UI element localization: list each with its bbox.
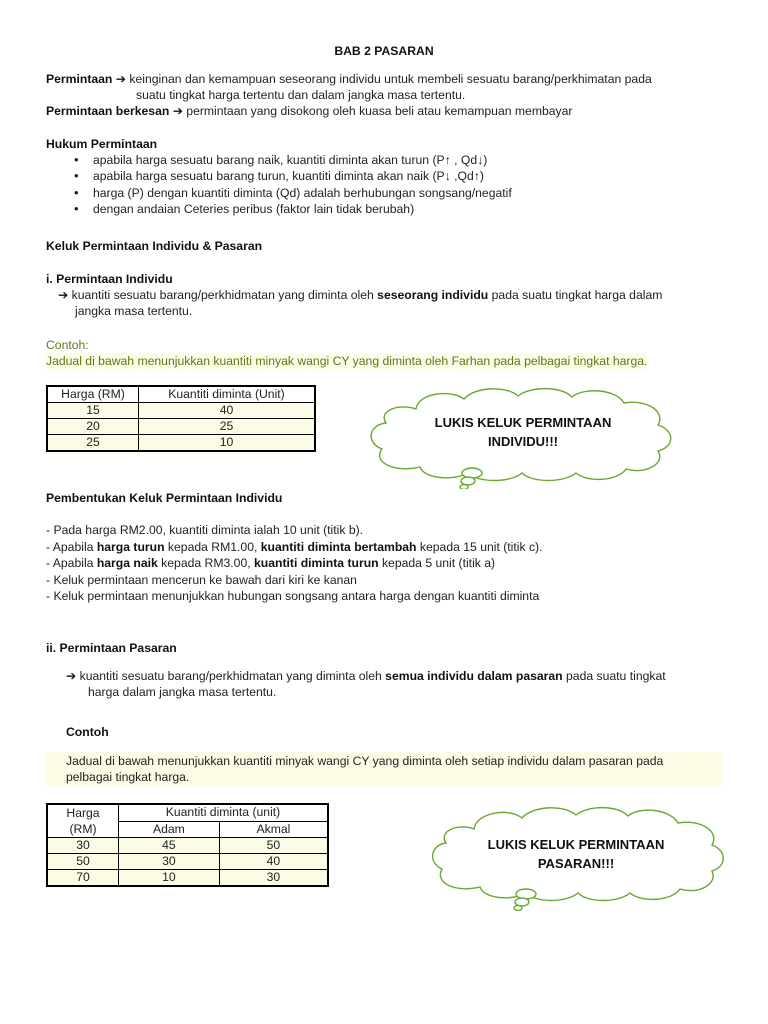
arrow-right-icon: ➔ bbox=[66, 669, 77, 683]
table-row bbox=[47, 854, 328, 870]
table-cell: 45 bbox=[119, 838, 220, 854]
arrow-right-icon: ➔ bbox=[58, 288, 69, 302]
arrow-right-icon: ➔ bbox=[172, 104, 183, 118]
definition-text: pada suatu tingkat harga dalam bbox=[488, 288, 663, 302]
list-item: • dengan andaian Ceteries peribus (faktor lain tidak berubah) bbox=[74, 201, 512, 217]
table-header: Akmal bbox=[219, 821, 328, 838]
table-cell: 20 bbox=[47, 419, 139, 435]
table-cell: 40 bbox=[139, 403, 316, 419]
table-header: Adam bbox=[119, 821, 220, 838]
example-label: Contoh bbox=[66, 725, 109, 739]
table-cell: 50 bbox=[47, 854, 119, 870]
table-cell: 25 bbox=[139, 419, 316, 435]
formation-heading: Pembentukan Keluk Permintaan Individu bbox=[46, 491, 283, 505]
formation-line: - Keluk permintaan menunjukkan hubungan songsang antara harga dengan kuantiti diminta bbox=[46, 589, 540, 603]
law-heading: Hukum Permintaan bbox=[46, 137, 158, 151]
example-text: Jadual di bawah menunjukkan kuantiti minyak wangi CY yang diminta oleh setiap individu dalam pasaran pada bbox=[66, 754, 664, 768]
individual-demand-table bbox=[46, 385, 316, 452]
cloud-text-market: LUKIS KELUK PERMINTAAN PASARAN!!! bbox=[487, 837, 665, 871]
table-header: Harga (RM) bbox=[47, 386, 139, 403]
table-row bbox=[47, 838, 328, 854]
definition-permintaan-berkesan bbox=[46, 103, 572, 119]
market-definition bbox=[66, 668, 666, 684]
formation-line: - Apabila harga turun kepada RM1.00, kuantiti diminta bertambah kepada 15 unit (titik c). bbox=[46, 540, 543, 554]
definition-text: keinginan dan kemampuan seseorang individu untuk membeli sesuatu barang/perkhimatan pada bbox=[126, 72, 652, 86]
formation-line: - Pada harga RM2.00, kuantiti diminta ialah 10 unit (titik b). bbox=[46, 523, 364, 537]
term-permintaan: Permintaan bbox=[46, 72, 113, 86]
table-header: Kuantiti diminta (Unit) bbox=[139, 386, 316, 403]
term-permintaan-berkesan: Permintaan berkesan bbox=[46, 104, 170, 118]
definition-text: permintaan yang disokong oleh kuasa beli atau kemampuan membayar bbox=[182, 104, 573, 118]
table-cell: 30 bbox=[219, 870, 328, 887]
page-title: BAB 2 PASARAN bbox=[334, 44, 434, 58]
formation-line: - Keluk permintaan mencerun ke bawah dari kiri ke kanan bbox=[46, 573, 357, 587]
definition-bold: seseorang individu bbox=[377, 288, 489, 302]
list-item: • apabila harga sesuatu barang naik, kuantiti diminta akan turun (P↑ , Qd↓) bbox=[74, 152, 512, 168]
table-cell: 50 bbox=[219, 838, 328, 854]
individual-definition bbox=[58, 287, 662, 303]
individual-definition-line2: jangka masa tertentu. bbox=[75, 304, 193, 318]
table-row bbox=[47, 870, 328, 887]
table-cell: 40 bbox=[219, 854, 328, 870]
formation-line: - Apabila harga naik kepada RM3.00, kuantiti diminta turun kepada 5 unit (titik a) bbox=[46, 556, 496, 570]
law-list bbox=[74, 152, 512, 217]
market-definition-line2: harga dalam jangka masa tertentu. bbox=[88, 685, 277, 699]
definition-permintaan-line2: suatu tingkat harga tertentu dan dalam jangka masa tertentu. bbox=[136, 88, 466, 102]
table-row bbox=[47, 435, 315, 452]
table-row bbox=[47, 419, 315, 435]
section-heading: Keluk Permintaan Individu & Pasaran bbox=[46, 239, 263, 253]
example-label: Contoh: bbox=[46, 338, 89, 352]
table-cell: 30 bbox=[119, 854, 220, 870]
definition-text: kuantiti sesuatu barang/perkhidmatan yang diminta oleh bbox=[76, 669, 386, 683]
cloud-text-individual: LUKIS KELUK PERMINTAAN INDIVIDU!!! bbox=[434, 415, 612, 449]
individual-heading: i. Permintaan Individu bbox=[46, 272, 173, 286]
table-cell: 10 bbox=[139, 435, 316, 452]
example-text: Jadual di bawah menunjukkan kuantiti minyak wangi CY yang diminta oleh Farhan pada pelbagai tingkat harga. bbox=[46, 354, 648, 368]
table-cell: 70 bbox=[47, 870, 119, 887]
market-demand-table bbox=[46, 803, 329, 887]
market-heading: ii. Permintaan Pasaran bbox=[46, 641, 177, 655]
table-cell: 30 bbox=[47, 838, 119, 854]
list-item: • harga (P) dengan kuantiti diminta (Qd) adalah berhubungan songsang/negatif bbox=[74, 185, 512, 201]
table-cell: 25 bbox=[47, 435, 139, 452]
table-header: Harga (RM) bbox=[47, 804, 119, 838]
table-row bbox=[47, 403, 315, 419]
definition-text: pada suatu tingkat bbox=[562, 669, 666, 683]
table-cell: 10 bbox=[119, 870, 220, 887]
definition-bold: semua individu dalam pasaran bbox=[385, 669, 563, 683]
definition-permintaan bbox=[46, 71, 652, 87]
definition-text: kuantiti sesuatu barang/perkhidmatan yang diminta oleh bbox=[68, 288, 378, 302]
table-cell: 15 bbox=[47, 403, 139, 419]
example-text: pelbagai tingkat harga. bbox=[66, 770, 190, 784]
list-item: • apabila harga sesuatu barang turun, kuantiti diminta akan naik (P↓ ,Qd↑) bbox=[74, 168, 512, 184]
arrow-right-icon: ➔ bbox=[115, 72, 126, 86]
table-header: Kuantiti diminta (unit) bbox=[119, 804, 329, 821]
